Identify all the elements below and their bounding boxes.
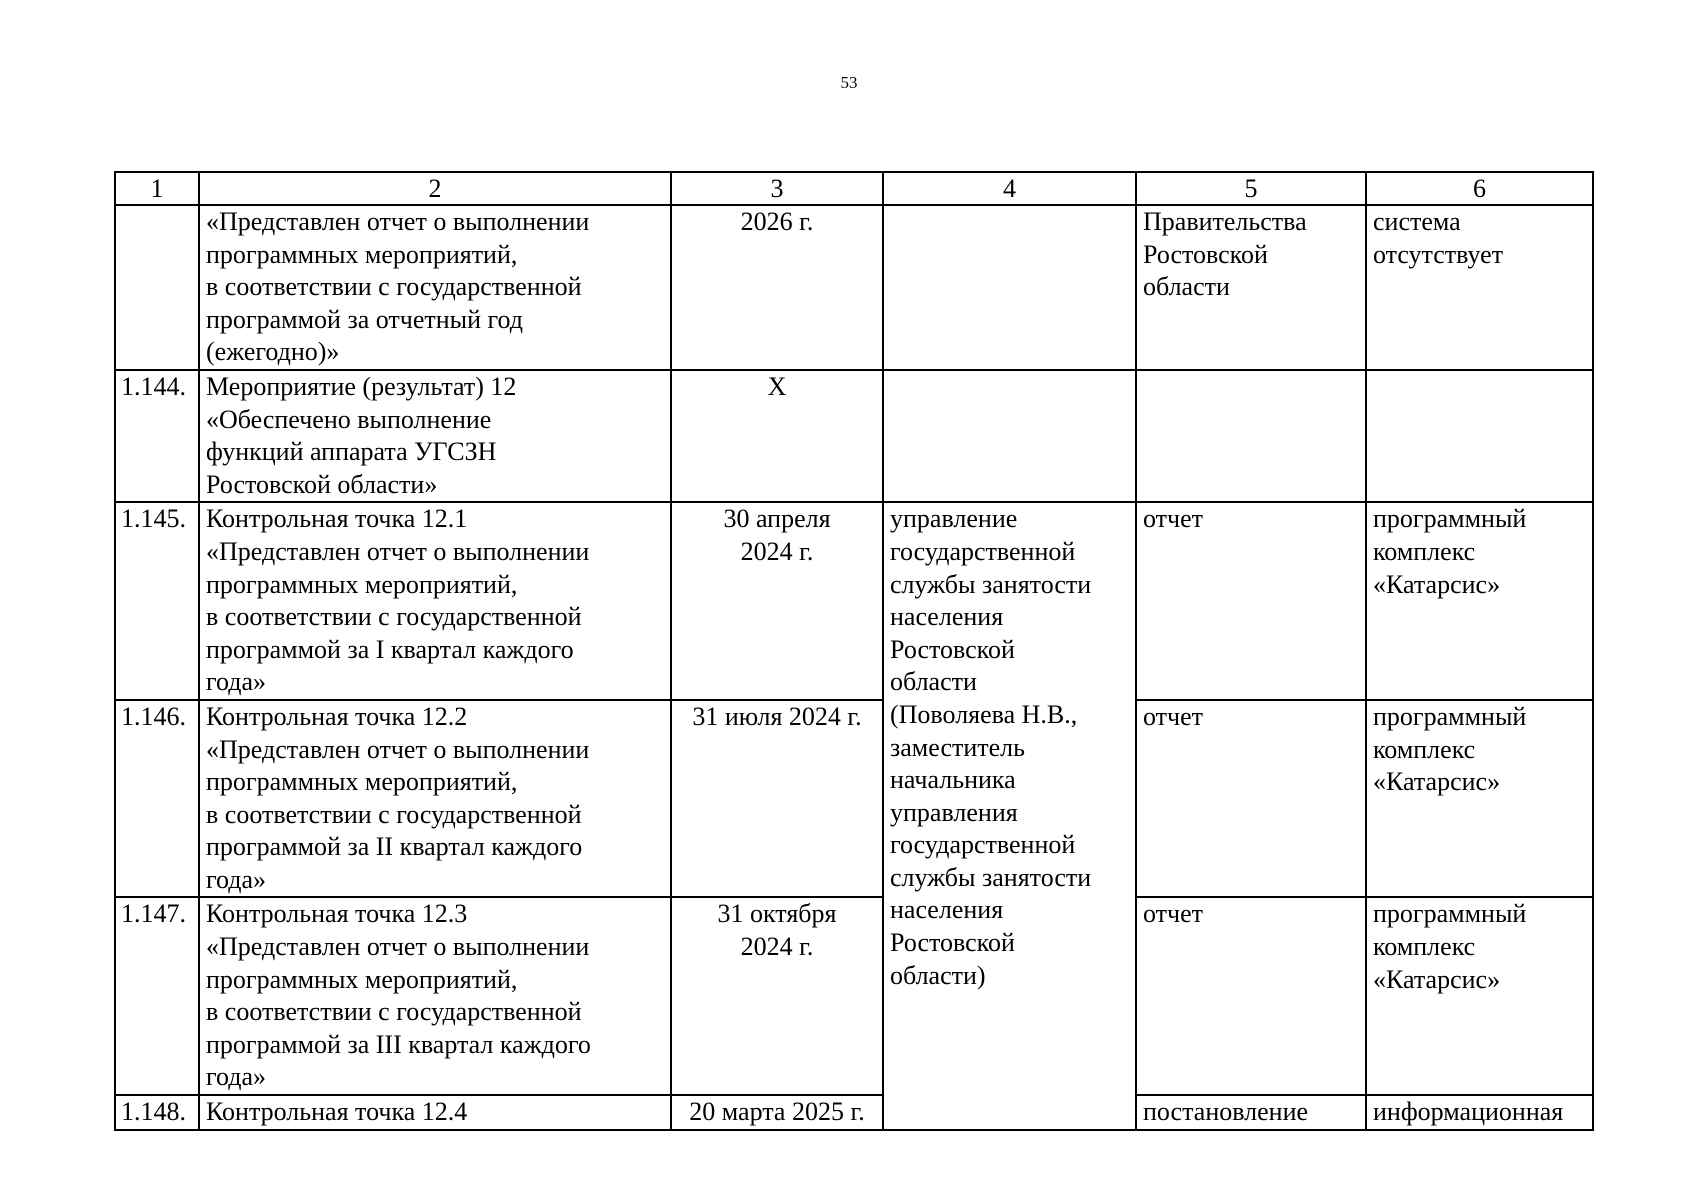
table-row [115, 205, 1593, 370]
row-description: Контрольная точка 12.2 «Представлен отчет о выполнении программных мероприятий, в соответствии с государственной программой за II квартал каждого года» [199, 700, 671, 898]
row-number: 1.147. [115, 897, 199, 1095]
table-row [115, 502, 1593, 700]
row-info-system: программный комплекс «Катарсис» [1366, 700, 1593, 898]
header-cell-3: 3 [671, 172, 883, 205]
row-date: 2026 г. [671, 205, 883, 370]
row-document-type: отчет [1136, 502, 1366, 700]
row-date: 30 апреля 2024 г. [671, 502, 883, 700]
row-responsible [883, 370, 1136, 502]
row-number [115, 205, 199, 370]
row-document-type: постановление [1136, 1095, 1366, 1130]
page-number: 53 [840, 73, 858, 92]
table-row [115, 897, 1593, 1095]
header-cell-5: 5 [1136, 172, 1366, 205]
responsible-merged-cell: управление государственной службы занятости населения Ростовской области (Поволяева Н.В., заместитель начальника управления государственной службы занятости населения Ростовской области) [883, 502, 1136, 1129]
row-date: 31 июля 2024 г. [671, 700, 883, 898]
row-date: X [671, 370, 883, 502]
row-date: 31 октября 2024 г. [671, 897, 883, 1095]
row-document-type: Правительства Ростовской области [1136, 205, 1366, 370]
row-info-system: система отсутствует [1366, 205, 1593, 370]
row-number: 1.145. [115, 502, 199, 700]
header-cell-1: 1 [115, 172, 199, 205]
header-cell-2: 2 [199, 172, 671, 205]
row-description: «Представлен отчет о выполнении программных мероприятий, в соответствии с государственной программой за отчетный год (ежегодно)» [199, 205, 671, 370]
row-description: Контрольная точка 12.4 [199, 1095, 671, 1130]
row-number: 1.148. [115, 1095, 199, 1130]
row-document-type: отчет [1136, 700, 1366, 898]
row-info-system [1366, 370, 1593, 502]
row-responsible [883, 205, 1136, 370]
header-cell-6: 6 [1366, 172, 1593, 205]
document-table [114, 171, 1594, 1131]
row-document-type: отчет [1136, 897, 1366, 1095]
row-description: Контрольная точка 12.1 «Представлен отчет о выполнении программных мероприятий, в соответствии с государственной программой за I квартал каждого года» [199, 502, 671, 700]
row-info-system: программный комплекс «Катарсис» [1366, 897, 1593, 1095]
row-number: 1.144. [115, 370, 199, 502]
row-number: 1.146. [115, 700, 199, 898]
table-row [115, 700, 1593, 898]
table-header-row [115, 172, 1593, 205]
table-row [115, 1095, 1593, 1130]
row-info-system: информационная [1366, 1095, 1593, 1130]
row-date: 20 марта 2025 г. [671, 1095, 883, 1130]
row-description: Мероприятие (результат) 12 «Обеспечено выполнение функций аппарата УГСЗН Ростовской области» [199, 370, 671, 502]
row-info-system: программный комплекс «Катарсис» [1366, 502, 1593, 700]
header-cell-4: 4 [883, 172, 1136, 205]
table-row [115, 370, 1593, 502]
row-document-type [1136, 370, 1366, 502]
row-description: Контрольная точка 12.3 «Представлен отчет о выполнении программных мероприятий, в соответствии с государственной программой за III квартал каждого года» [199, 897, 671, 1095]
